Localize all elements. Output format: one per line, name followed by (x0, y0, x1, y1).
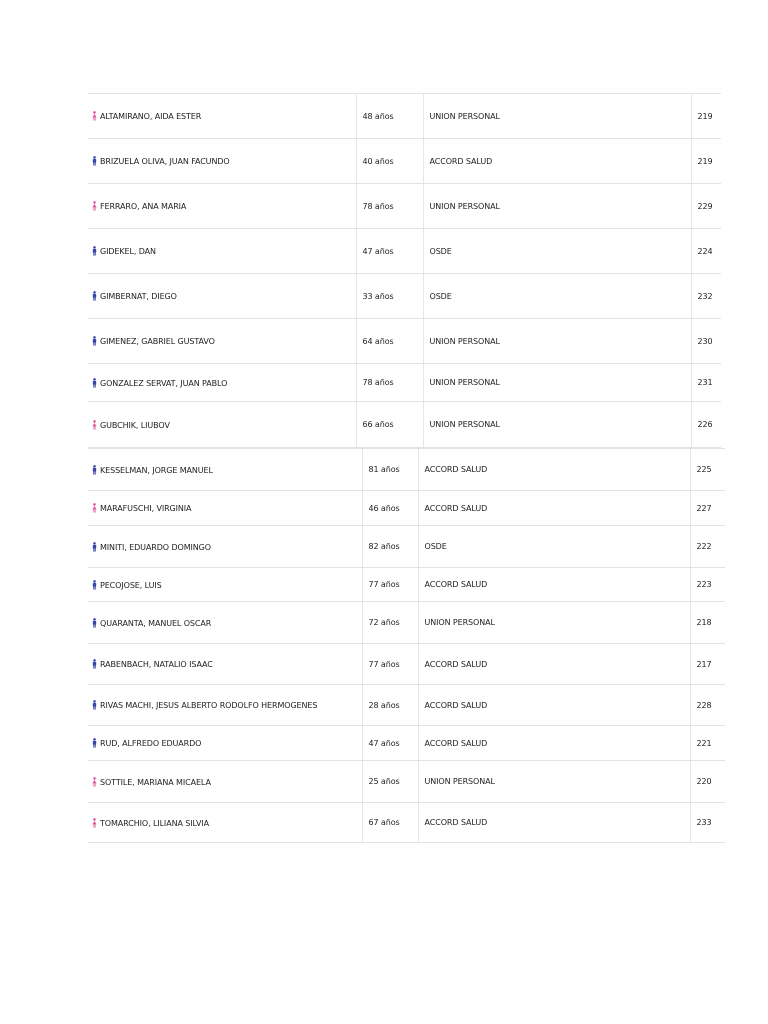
patient-room-cell: 217 (690, 644, 725, 685)
patient-coverage-cell: OSDE (423, 229, 691, 274)
patient-name-cell (88, 319, 356, 364)
patient-age-cell: 67 años (362, 803, 418, 843)
patient-row (88, 319, 721, 364)
patient-row (88, 402, 721, 448)
patient-coverage-cell: UNION PERSONAL (423, 319, 691, 364)
patient-age-cell: 77 años (362, 644, 418, 685)
patient-room-cell: 227 (690, 491, 725, 526)
male-icon (92, 738, 97, 748)
patient-name-cell (88, 644, 362, 685)
patient-coverage-cell: UNION PERSONAL (423, 402, 691, 448)
patient-name-cell (88, 402, 356, 448)
patient-name: GUBCHIK, LIUBOV (100, 420, 170, 430)
patient-age-cell: 81 años (362, 449, 418, 491)
patient-name-cell (88, 602, 362, 644)
patient-age-cell: 40 años (356, 139, 423, 184)
female-icon (92, 420, 97, 430)
patient-room-cell: 225 (690, 449, 725, 491)
patient-table (88, 448, 725, 843)
male-icon (92, 659, 97, 669)
patient-name-cell (88, 803, 362, 843)
patient-row (88, 94, 721, 139)
patient-name: FERRARO, ANA MARIA (100, 202, 187, 211)
patient-coverage-cell: UNION PERSONAL (423, 94, 691, 139)
male-icon (92, 580, 97, 590)
female-icon (92, 777, 97, 787)
patient-row (88, 602, 725, 644)
patient-room-cell: 221 (690, 726, 725, 761)
patient-age-cell: 47 años (356, 229, 423, 274)
patient-age-cell: 33 años (356, 274, 423, 319)
patient-name: ALTAMIRANO, AIDA ESTER (100, 112, 202, 121)
patient-row (88, 644, 725, 685)
patient-age-cell: 25 años (362, 761, 418, 803)
patient-name-cell (88, 526, 362, 568)
patient-age-cell: 47 años (362, 726, 418, 761)
patient-room-cell: 232 (691, 274, 721, 319)
patient-name-cell (88, 139, 356, 184)
patient-row (88, 449, 725, 491)
patient-name: PECOJOSE, LUIS (100, 580, 162, 590)
patient-name-cell (88, 491, 362, 526)
patient-age-cell: 78 años (356, 364, 423, 402)
patient-name: RIVAS MACHI, JESUS ALBERTO RODOLFO HERMOGENES (100, 701, 318, 710)
patient-table (88, 93, 721, 448)
male-icon (92, 246, 97, 256)
patient-row (88, 274, 721, 319)
patient-row (88, 139, 721, 184)
patient-name-cell (88, 761, 362, 803)
patient-name: KESSELMAN, JORGE MANUEL (100, 465, 213, 475)
patient-coverage-cell: OSDE (423, 274, 691, 319)
patient-row (88, 726, 725, 761)
patient-name: MARAFUSCHI, VIRGINIA (100, 504, 192, 513)
patient-name: QUARANTA, MANUEL OSCAR (100, 618, 212, 628)
patient-name: BRIZUELA OLIVA, JUAN FACUNDO (100, 157, 230, 166)
patient-row (88, 229, 721, 274)
patient-coverage-cell: UNION PERSONAL (423, 184, 691, 229)
patient-coverage-cell: ACCORD SALUD (418, 491, 690, 526)
patient-table-body (88, 449, 725, 843)
patient-name-cell (88, 568, 362, 602)
patient-room-cell: 224 (691, 229, 721, 274)
patient-room-cell: 219 (691, 94, 721, 139)
patient-room-cell: 219 (691, 139, 721, 184)
patient-room-cell: 228 (690, 685, 725, 726)
patient-room-cell: 230 (691, 319, 721, 364)
patient-age-cell: 46 años (362, 491, 418, 526)
patient-name-cell (88, 184, 356, 229)
female-icon (92, 201, 97, 211)
patient-room-cell: 218 (690, 602, 725, 644)
patient-age-cell: 82 años (362, 526, 418, 568)
patient-room-cell: 223 (690, 568, 725, 602)
patient-age-cell: 48 años (356, 94, 423, 139)
patient-name: MINITI, EDUARDO DOMINGO (100, 542, 211, 552)
patient-name: TOMARCHIO, LILIANA SILVIA (100, 818, 209, 828)
patient-row (88, 526, 725, 568)
patient-coverage-cell: UNION PERSONAL (418, 602, 690, 644)
female-icon (92, 818, 97, 828)
patient-row (88, 761, 725, 803)
patient-name: SOTTILE, MARIANA MICAELA (100, 777, 211, 787)
patient-coverage-cell: ACCORD SALUD (418, 726, 690, 761)
patient-name-cell (88, 449, 362, 491)
patient-coverage-cell: ACCORD SALUD (418, 449, 690, 491)
patient-coverage-cell: ACCORD SALUD (418, 568, 690, 602)
patient-name-cell (88, 685, 362, 726)
patient-room-cell: 229 (691, 184, 721, 229)
male-icon (92, 700, 97, 710)
patient-name-cell (88, 726, 362, 761)
male-icon (92, 465, 97, 475)
patient-coverage-cell: OSDE (418, 526, 690, 568)
patient-row (88, 491, 725, 526)
patient-name: GONZALEZ SERVAT, JUAN PABLO (100, 378, 228, 388)
patient-name: RABENBACH, NATALIO ISAAC (100, 660, 213, 669)
patient-room-cell: 231 (691, 364, 721, 402)
female-icon (92, 503, 97, 513)
patient-age-cell: 72 años (362, 602, 418, 644)
patient-coverage-cell: ACCORD SALUD (418, 803, 690, 843)
patient-age-cell: 28 años (362, 685, 418, 726)
male-icon (92, 542, 97, 552)
patient-name: RUD, ALFREDO EDUARDO (100, 739, 202, 748)
patient-room-cell: 226 (691, 402, 721, 448)
patient-row (88, 184, 721, 229)
male-icon (92, 336, 97, 346)
patient-room-cell: 233 (690, 803, 725, 843)
female-icon (92, 111, 97, 121)
patient-row (88, 364, 721, 402)
patient-coverage-cell: ACCORD SALUD (418, 685, 690, 726)
male-icon (92, 618, 97, 628)
patient-room-cell: 222 (690, 526, 725, 568)
patient-name-cell (88, 229, 356, 274)
patient-row (88, 568, 725, 602)
patient-name-cell (88, 364, 356, 402)
patient-name: GIMBERNAT, DIEGO (100, 292, 177, 301)
patient-coverage-cell: UNION PERSONAL (418, 761, 690, 803)
patient-age-cell: 64 años (356, 319, 423, 364)
patient-coverage-cell: UNION PERSONAL (423, 364, 691, 402)
patient-table-body (88, 94, 721, 448)
patient-name: GIDEKEL, DAN (100, 247, 156, 256)
patient-row (88, 685, 725, 726)
patient-age-cell: 78 años (356, 184, 423, 229)
patient-coverage-cell: ACCORD SALUD (423, 139, 691, 184)
patient-row (88, 803, 725, 843)
patient-age-cell: 77 años (362, 568, 418, 602)
patient-name-cell (88, 94, 356, 139)
patient-coverage-cell: ACCORD SALUD (418, 644, 690, 685)
patient-room-cell: 220 (690, 761, 725, 803)
male-icon (92, 378, 97, 388)
patient-name-cell (88, 274, 356, 319)
male-icon (92, 156, 97, 166)
patient-age-cell: 66 años (356, 402, 423, 448)
patient-name: GIMENEZ, GABRIEL GUSTAVO (100, 337, 215, 346)
male-icon (92, 291, 97, 301)
